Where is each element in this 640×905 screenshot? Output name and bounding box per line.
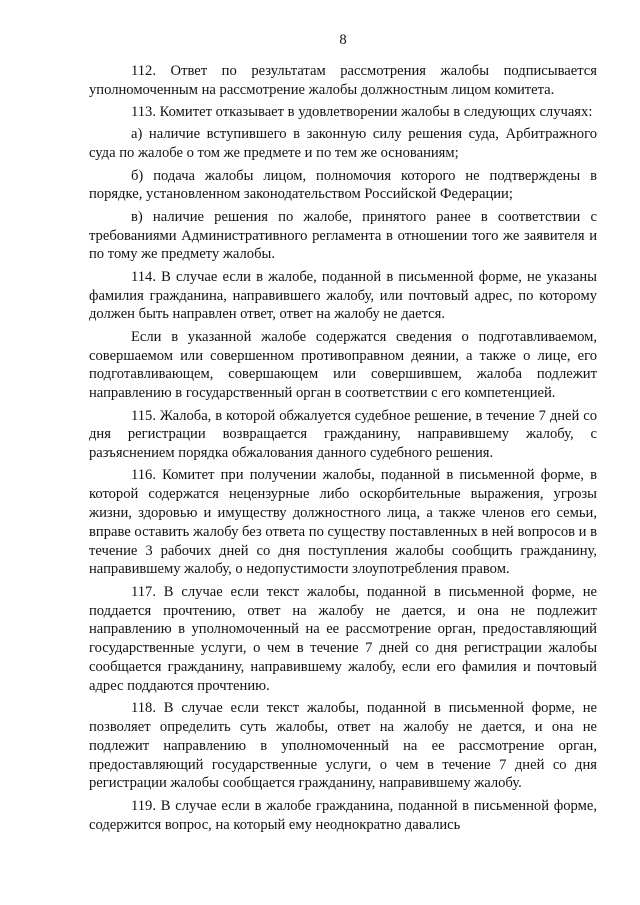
paragraph-119: 119. В случае если в жалобе гражданина, поданной в письменной форме, содержится вопрос, на который ему неоднократно давались [89, 797, 597, 833]
paragraph-113: 113. Комитет отказывает в удовлетворении жалобы в следующих случаях: [131, 103, 593, 120]
paragraph-113-b: б) подача жалобы лицом, полномочия которого не подтверждены в порядке, установленном законодательством Российской Федерации; [89, 167, 597, 203]
paragraph-117: 117. В случае если текст жалобы, поданной в письменной форме, не поддается прочтению, ответ на жалобу не дается, и она не подлежит направлению в уполномоченный на ее рассмотрение орган, предоставляющий государственные услуги, о чем в течение 7 дней со дня регистрации жалобы сообщается гражданину, направившему жалобу, если его фамилия и почтовый адрес поддаются прочтению. [89, 583, 597, 694]
paragraph-114: 114. В случае если в жалобе, поданной в письменной форме, не указаны фамилия гражданина, направившего жалобу, или почтовый адрес, по которому должен быть направлен ответ, ответ на жалобу не дается. [89, 268, 597, 323]
document-page [89, 31, 597, 838]
page-number: 8 [339, 32, 347, 48]
paragraph-118: 118. В случае если текст жалобы, поданной в письменной форме, не позволяет определить суть жалобы, ответ на жалобу не дается, и она не подлежит направлению в уполномоченный на ее рассмотрение орган, предоставляющий государственные услуги, о чем в течение 7 дней со дня регистрации жалобы сообщается гражданину, направившему жалобу. [89, 700, 597, 792]
paragraph-115: 115. Жалоба, в которой обжалуется судебное решение, в течение 7 дней со дня регистрации возвращается гражданину, направившему жалобу, с разъяснением порядка обжалования данного судебного решения. [89, 407, 597, 462]
paragraph-116: 116. Комитет при получении жалобы, поданной в письменной форме, в которой содержатся нецензурные либо оскорбительные выражения, угрозы жизни, здоровью и имуществу должностного лица, а также членов его семьи, вправе оставить жалобу без ответа по существу поставленных в ней вопросов и в течение 3 рабочих дней со дня поступления жалобы сообщить гражданину, направившему жалобу, о недопустимости злоупотребления правом. [89, 467, 598, 578]
paragraph-114-continued: Если в указанной жалобе содержатся сведения о подготавливаемом, совершаемом или совершенном противоправном деянии, а также о лице, его подготавливающем, совершающем или совершившем, жалоба подлежит направлению в государственный орган в соответствии с его компетенцией. [89, 328, 597, 402]
paragraph-113-v: в) наличие решения по жалобе, принятого ранее в соответствии с требованиями Административного регламента в отношении того же заявителя и по тому же предмету жалобы. [89, 208, 597, 263]
paragraph-113-a: а) наличие вступившего в законную силу решения суда, Арбитражного суда по жалобе о том же предмете и по тем же основаниям; [89, 126, 597, 162]
paragraph-112: 112. Ответ по результатам рассмотрения жалобы подписывается уполномоченным на рассмотрение жалобы должностным лицом комитета. [89, 62, 597, 98]
